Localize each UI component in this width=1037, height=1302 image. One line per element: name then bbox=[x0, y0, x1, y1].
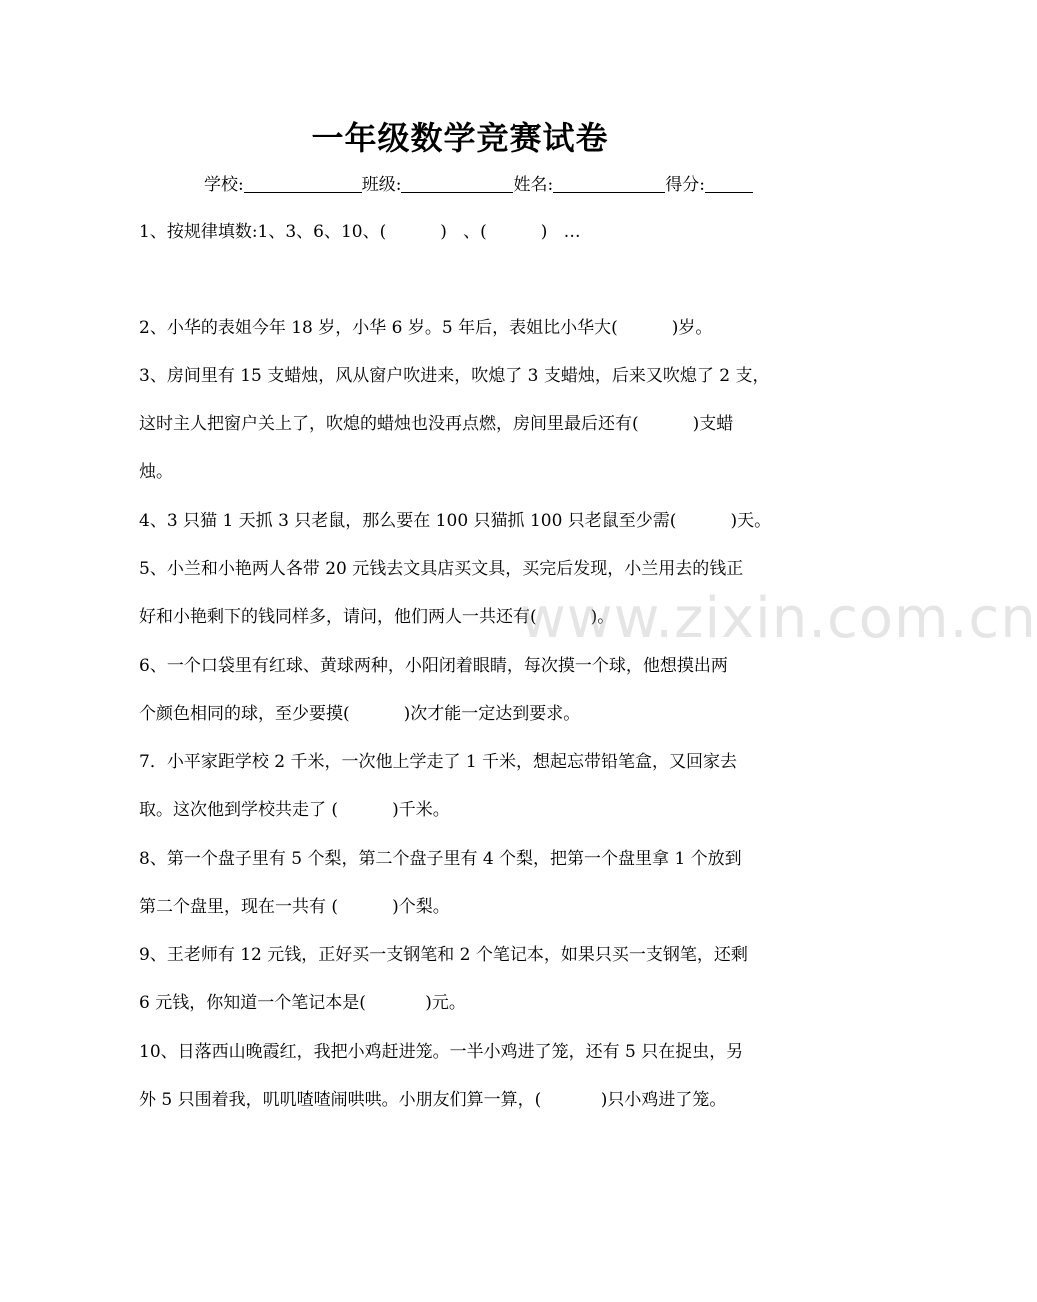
name-blank[interactable] bbox=[553, 174, 665, 193]
question-9-line-1: 9、王老师有 12 元钱，正好买一支钢笔和 2 个笔记本，如果只买一支钢笔，还剩 bbox=[139, 945, 748, 965]
question-4 bbox=[139, 497, 787, 545]
question-4-line-1: 4、3 只猫 1 天抓 3 只老鼠，那么要在 100 只猫抓 100 只老鼠至少需( )天。 bbox=[139, 511, 772, 531]
question-6-line-1: 6、一个口袋里有红球、黄球两种，小阳闭着眼睛，每次摸一个球，他想摸出两 bbox=[139, 656, 728, 676]
watermark-text: www.zixin.com.cn bbox=[520, 586, 1037, 651]
school-label: 学校: bbox=[204, 175, 244, 195]
question-6-line-2: 个颜色相同的球，至少要摸( )次才能一定达到要求。 bbox=[139, 704, 581, 724]
class-blank[interactable] bbox=[401, 174, 513, 193]
question-7-line-1: 7．小平家距学校 2 千米，一次他上学走了 1 千米，想起忘带铅笔盒，又回家去 bbox=[139, 752, 738, 772]
question-3-line-3: 烛。 bbox=[139, 462, 173, 482]
question-7-line-2: 取。这次他到学校共走了 ( )千米。 bbox=[139, 800, 450, 820]
question-1-line-1: 1、按规律填数:1、3、6、10、( ) 、( ) … bbox=[139, 222, 581, 242]
question-5 bbox=[139, 545, 787, 641]
question-2 bbox=[139, 304, 787, 352]
question-9 bbox=[139, 931, 787, 1027]
question-7 bbox=[139, 738, 787, 834]
class-label: 班级: bbox=[361, 175, 402, 195]
score-label: 得分: bbox=[665, 175, 705, 195]
student-info-line bbox=[204, 172, 794, 198]
question-8 bbox=[139, 835, 787, 931]
question-8-line-1: 8、第一个盘子里有 5 个梨，第二个盘子里有 4 个梨，把第一个盘里拿 1 个放到 bbox=[139, 849, 742, 869]
question-10-line-2: 外 5 只围着我，叽叽喳喳闹哄哄。小朋友们算一算，( )只小鸡进了笼。 bbox=[139, 1090, 727, 1110]
question-3-line-2: 这时主人把窗户关上了，吹熄的蜡烛也没再点燃，房间里最后还有( )支蜡 bbox=[139, 414, 734, 434]
question-10 bbox=[139, 1028, 787, 1124]
question-2-line-1: 2、小华的表姐今年 18 岁，小华 6 岁。5 年后，表姐比小华大( )岁。 bbox=[139, 318, 713, 338]
question-9-line-2: 6 元钱，你知道一个笔记本是( )元。 bbox=[139, 993, 466, 1013]
school-blank[interactable] bbox=[244, 174, 362, 193]
question-5-line-2: 好和小艳剩下的钱同样多，请问，他们两人一共还有( )。 bbox=[139, 607, 615, 627]
score-blank[interactable] bbox=[705, 174, 753, 193]
question-1 bbox=[139, 208, 787, 256]
question-10-line-1: 10、日落西山晚霞红，我把小鸡赶进笼。一半小鸡进了笼，还有 5 只在捉虫，另 bbox=[139, 1042, 744, 1062]
page-title: 一年级数学竞赛试卷 bbox=[311, 119, 609, 157]
question-5-line-1: 5、小兰和小艳两人各带 20 元钱去文具店买文具，买完后发现，小兰用去的钱正 bbox=[139, 559, 744, 579]
question-3 bbox=[139, 352, 787, 496]
question-6 bbox=[139, 642, 787, 738]
question-3-line-1: 3、房间里有 15 支蜡烛，风从窗户吹进来，吹熄了 3 支蜡烛，后来又吹熄了 2 支， bbox=[139, 366, 770, 386]
name-label: 姓名: bbox=[513, 175, 554, 195]
question-8-line-2: 第二个盘里，现在一共有 ( )个梨。 bbox=[139, 897, 450, 917]
